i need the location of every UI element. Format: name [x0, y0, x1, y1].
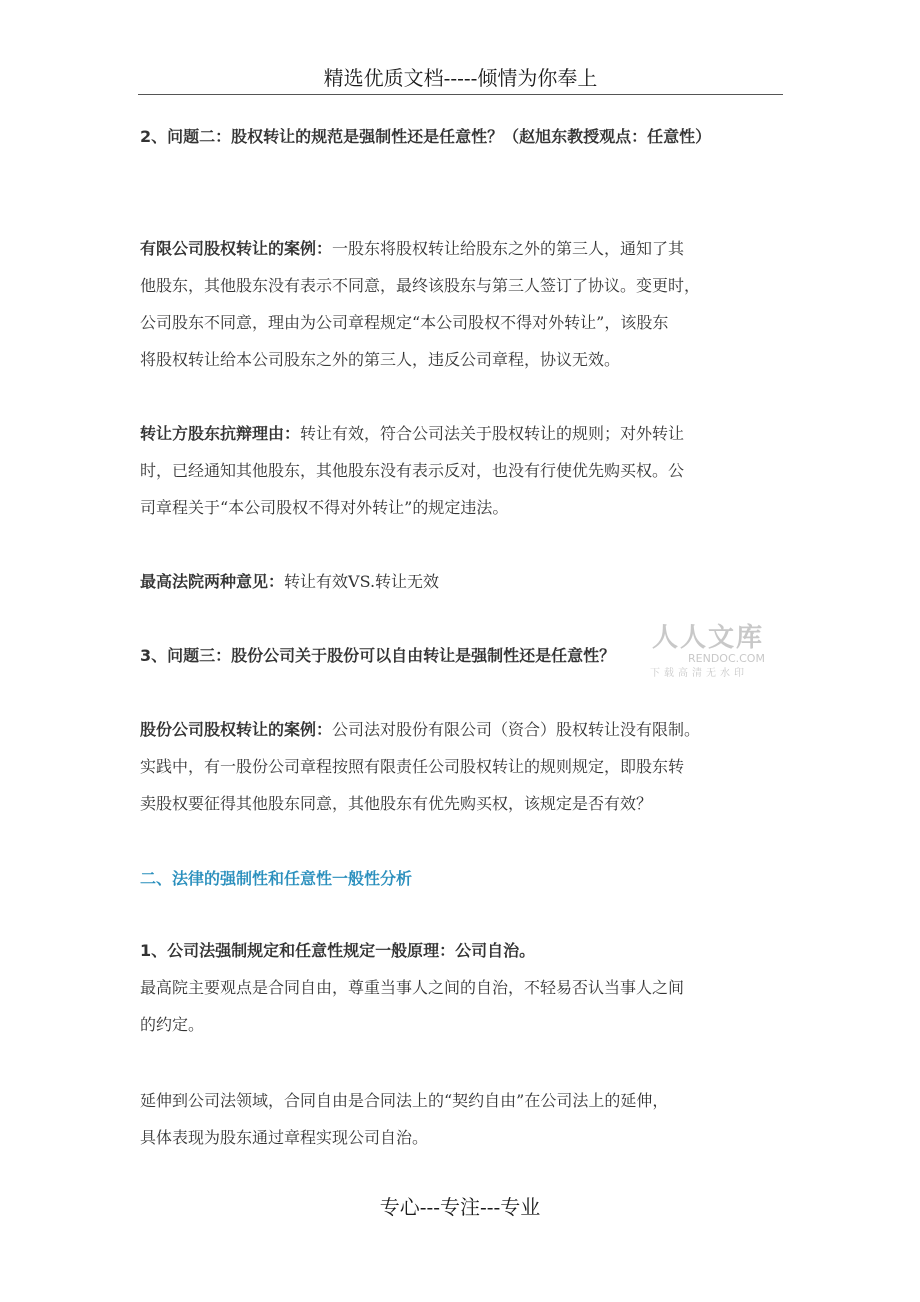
- principle-line-2: 的约定。: [140, 1015, 205, 1034]
- court-text: 转让有效VS.转让无效: [284, 572, 440, 591]
- share-case-line-3: 卖股权要征得其他股东同意，其他股东有优先购买权，该规定是否有效？: [140, 794, 653, 813]
- court-line: [140, 563, 790, 600]
- defense-paragraph: [140, 415, 790, 526]
- extension-line-1: 延伸到公司法领域，合同自由是合同法上的“契约自由”在公司法上的延伸，: [140, 1091, 669, 1110]
- principle-heading: 1、公司法强制规定和任意性规定一般原理：公司自治。: [140, 941, 536, 960]
- principle-line-1: 最高院主要观点是合同自由，尊重当事人之间的自治，不轻易否认当事人之间: [140, 978, 685, 997]
- limited-case-line-1: [140, 230, 790, 267]
- question-2-heading-text: 2、问题二：股权转让的规范是强制性还是任意性？（赵旭东教授观点：任意性）: [140, 127, 712, 146]
- court-opinions: [140, 563, 790, 600]
- extension-paragraph: [140, 1082, 790, 1156]
- section-2-heading-text: 二、法律的强制性和任意性一般性分析: [140, 869, 413, 888]
- share-case-label: 股份公司股权转让的案例：: [140, 720, 333, 739]
- defense-line-1: [140, 415, 790, 452]
- share-case-line-2: 实践中，有一股份公司章程按照有限责任公司股权转让的规则规定，即股东转: [140, 757, 685, 776]
- watermark-tagline: 下载高清无水印: [650, 668, 748, 679]
- page-header: [138, 62, 783, 95]
- principle-paragraph: [140, 932, 790, 1043]
- question-2-heading: [140, 118, 790, 155]
- defense-label: 转让方股东抗辩理由：: [140, 424, 301, 443]
- limited-case-line-2: 他股东，其他股东没有表示不同意，最终该股东与第三人签订了协议。变更时，: [140, 276, 701, 295]
- court-label: 最高法院两种意见：: [140, 572, 285, 591]
- extension-line-2: 具体表现为股东通过章程实现公司自治。: [140, 1128, 429, 1147]
- header-text: 精选优质文档-----倾情为你奉上: [323, 66, 598, 90]
- question-3-heading: [140, 637, 790, 674]
- section-2-heading: [140, 860, 790, 897]
- share-company-case: [140, 711, 790, 822]
- watermark-logo: 人人文库: [652, 623, 765, 653]
- share-case-line-1: [140, 711, 790, 748]
- watermark-url: RENDOC.COM: [688, 652, 765, 665]
- limited-case-label: 有限公司股权转让的案例：: [140, 239, 333, 258]
- page-footer: [0, 1192, 920, 1222]
- limited-case-line-3: 公司股东不同意，理由为公司章程规定“本公司股权不得对外转让”，该股东: [140, 313, 669, 332]
- limited-company-case: [140, 230, 790, 378]
- footer-text: 专心---专注---专业: [379, 1195, 541, 1219]
- defense-line-3: 司章程关于“本公司股权不得对外转让”的规定违法。: [140, 498, 509, 517]
- limited-case-line-4: 将股权转让给本公司股东之外的第三人，违反公司章程，协议无效。: [140, 350, 621, 369]
- limited-case-line-1-text: 一股东将股权转让给股东之外的第三人，通知了其: [332, 239, 685, 258]
- question-3-heading-text: 3、问题三：股份公司关于股份可以自由转让是强制性还是任意性？: [140, 646, 616, 665]
- share-case-line-1-text: 公司法对股份有限公司（资合）股权转让没有限制。: [332, 720, 701, 739]
- defense-line-1-text: 转让有效，符合公司法关于股权转让的规则；对外转让: [300, 424, 685, 443]
- defense-line-2: 时，已经通知其他股东，其他股东没有表示反对，也没有行使优先购买权。公: [140, 461, 685, 480]
